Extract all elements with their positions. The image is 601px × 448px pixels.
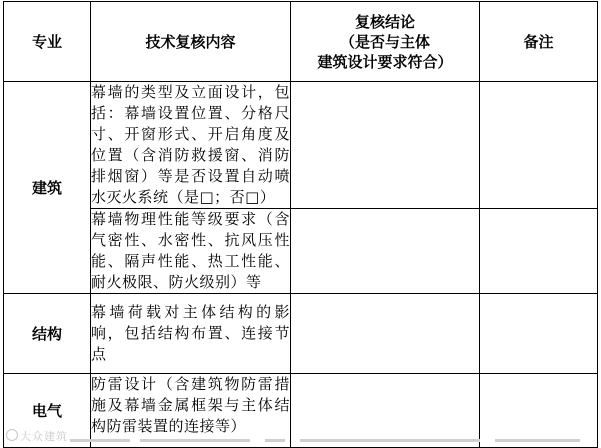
major-structure: 结构	[4, 294, 91, 374]
header-conclusion-line1: 复核结论	[354, 12, 415, 31]
header-conclusion	[291, 2, 480, 82]
table-row	[4, 209, 598, 294]
remarks-cell[interactable]	[480, 82, 598, 209]
remarks-cell[interactable]	[480, 294, 598, 374]
cropped-text-fragment	[495, 439, 580, 442]
cropped-text-fragment	[140, 439, 250, 442]
remarks-cell[interactable]	[480, 374, 598, 448]
header-conclusion-line3: 建筑设计要求符合）	[317, 52, 453, 71]
conclusion-cell[interactable]	[291, 294, 480, 374]
header-remarks: 备注	[480, 2, 598, 82]
major-architecture: 建筑	[4, 82, 91, 294]
review-content-cell: 幕墙的类型及立面设计，包括：幕墙设置位置、分格尺寸、开窗形式、开启角度及位置（含消防救援窗、消防排烟窗）等是否设置自动喷水灭火系统（是□；否□）	[91, 82, 291, 209]
conclusion-cell[interactable]	[291, 82, 480, 209]
table-row	[4, 294, 598, 374]
watermark-text: 大众建筑	[20, 430, 68, 443]
review-content-cell: 防雷设计（含建筑物防雷措施及幕墙金属框架与主体结构防雷装置的连接等）	[91, 374, 291, 448]
conclusion-cell[interactable]	[291, 209, 480, 294]
header-row	[4, 2, 598, 82]
technical-review-table	[3, 1, 598, 448]
cropped-text-line	[0, 438, 601, 444]
remarks-cell[interactable]	[480, 209, 598, 294]
header-conclusion-line2: （是否与主体	[339, 32, 430, 51]
table-row	[4, 374, 598, 448]
table-row	[4, 82, 598, 209]
cropped-text-fragment	[70, 439, 130, 442]
header-major: 专业	[4, 2, 91, 82]
cropped-text-fragment	[265, 439, 285, 442]
review-content-cell: 幕墙物理性能等级要求（含气密性、水密性、抗风压性能、隔声性能、热工性能、耐火极限、防火级别）等	[91, 209, 291, 294]
major-electrical: 电气	[4, 374, 91, 448]
cropped-text-fragment	[300, 439, 480, 442]
review-content-cell: 幕墙荷载对主体结构的影响，包括结构布置、连接节点	[91, 294, 291, 374]
conclusion-cell[interactable]	[291, 374, 480, 448]
header-content: 技术复核内容	[91, 2, 291, 82]
